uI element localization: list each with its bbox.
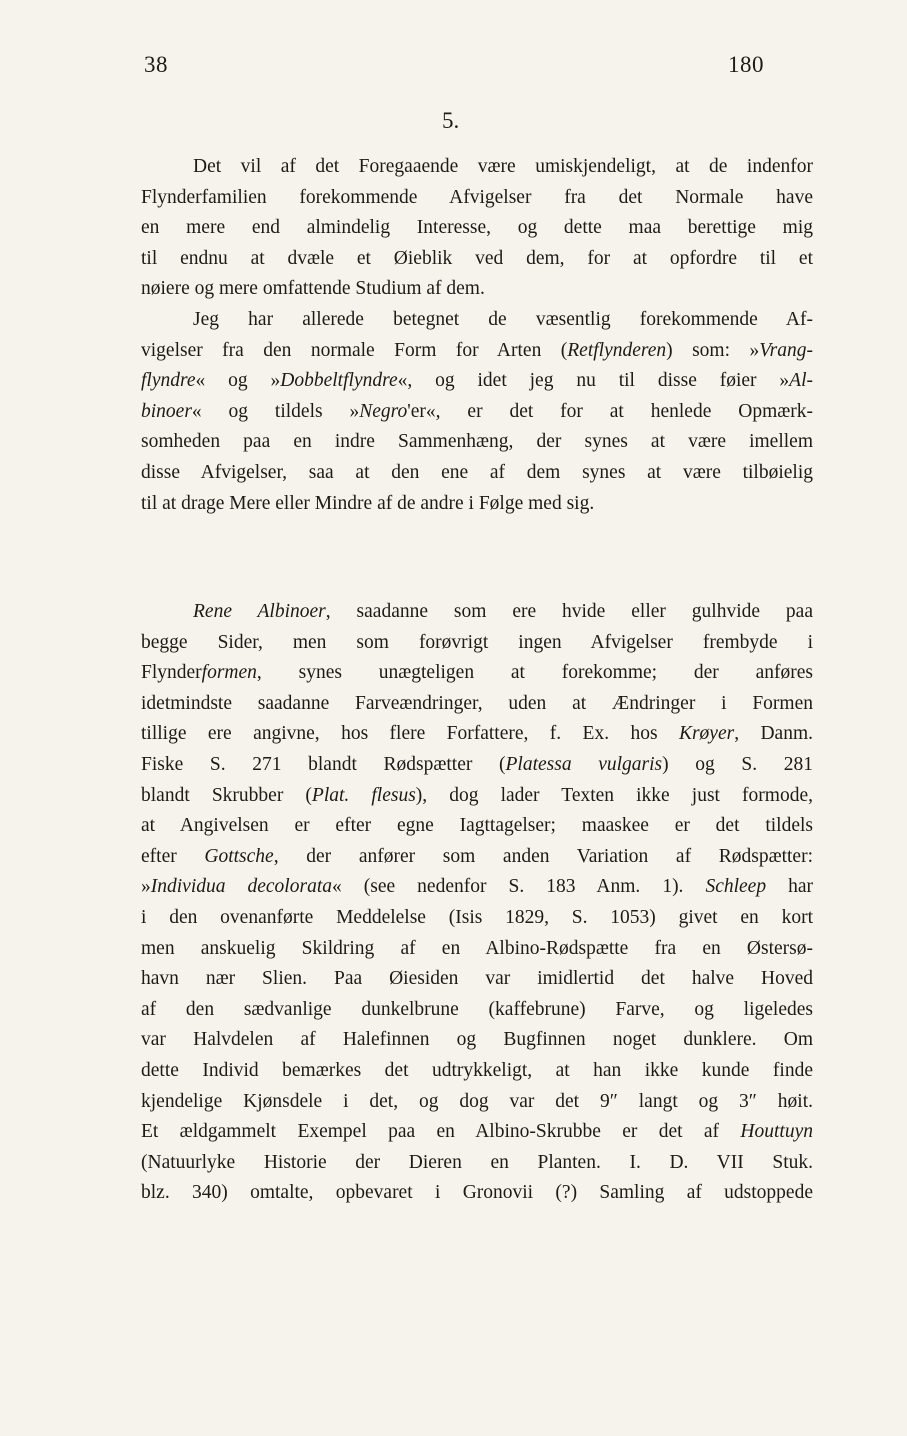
italic-term: Retflynderen (567, 339, 667, 361)
italic-term: Negro (359, 400, 408, 422)
text-line: nøiere og mere omfattende Studium af dem. (141, 278, 485, 300)
text-line: Flynderformen, synes unægteligen at forekomme; der anføres (141, 662, 813, 684)
text-line: til endnu at dvæle et Øieblik ved dem, for at opfordre til et (141, 247, 813, 269)
paragraph-1 (141, 152, 813, 519)
italic-term: Krøyer (678, 723, 735, 745)
text-line: Flynderfamilien forekommende Afvigelser fra det Normale have (141, 186, 813, 208)
text-line: Rene Albinoer, saadanne som ere hvide eller gulhvide paa (193, 601, 813, 622)
text-line: binoer« og tildels »Negro'er«, er det for at henlede Opmærk- (141, 400, 813, 422)
italic-term: Vrang- (759, 339, 814, 361)
text-line: flyndre« og »Dobbeltflyndre«, og idet jeg nu til disse føier »Al- (141, 370, 813, 392)
page-number-right: 180 (728, 52, 764, 77)
italic-term: Gottsche (204, 845, 274, 867)
text-line: tillige ere angivne, hos flere Forfattere, f. Ex. hos Krøyer, Danm. (141, 723, 813, 745)
section-number: 5. (442, 108, 460, 133)
text-line: Et ældgammelt Exempel paa en Albino-Skrubbe er det af Houttuyn (141, 1121, 813, 1143)
text-line: efter Gottsche, der anfører som anden Variation af Rødspætter: (141, 845, 813, 867)
italic-term: Individua decolorata (150, 876, 332, 898)
text-line: en mere end almindelig Interesse, og dette maa berettige mig (141, 217, 813, 239)
text-line: dette Individ bemærkes det udtrykkeligt, at han ikke kunde finde (141, 1059, 813, 1081)
paragraph-2 (141, 597, 813, 1209)
italic-term: Rene Albinoer (193, 601, 326, 622)
text-line: havn nær Slien. Paa Øiesiden var imidlertid det halve Hoved (141, 968, 813, 990)
italic-term: binoer (141, 400, 192, 422)
text-line: i den ovenanførte Meddelelse (Isis 1829, S. 1053) givet en kort (141, 906, 813, 928)
italic-term: Houttuyn (740, 1121, 813, 1143)
text-line: at Angivelsen er efter egne Iagttagelser; maaskee er det tildels (141, 815, 813, 837)
text-line: vigelser fra den normale Form for Arten (Retflynderen) som: »Vrang- (141, 339, 814, 361)
text-line: til at drage Mere eller Mindre af de andre i Følge med sig. (141, 492, 595, 514)
page-number-left: 38 (144, 52, 168, 77)
italic-term: flyndre (141, 370, 196, 392)
text-line: Jeg har allerede betegnet de væsentlig forekommende Af- (193, 308, 813, 330)
text-line: blz. 340) omtalte, opbevaret i Gronovii (?) Samling af udstoppede (141, 1182, 813, 1204)
text-line: var Halvdelen af Halefinnen og Bugfinnen noget dunklere. Om (141, 1029, 813, 1051)
text-line: idetmindste saadanne Farveændringer, uden at Ændringer i Formen (141, 692, 813, 714)
italic-term: Dobbeltflyndre (280, 370, 398, 392)
text-line: kjendelige Kjønsdele i det, og dog var det 9″ langt og 3″ høit. (141, 1090, 813, 1112)
text-line: disse Afvigelser, saa at den ene af dem synes at være tilbøielig (141, 461, 813, 483)
italic-term: Platessa vulgaris (505, 753, 663, 775)
text-line: begge Sider, men som forøvrigt ingen Afvigelser frembyde i (141, 631, 813, 653)
italic-term: Al- (789, 370, 813, 392)
text-line: men anskuelig Skildring af en Albino-Rødspætte fra en Østersø- (141, 937, 813, 959)
text-line: af den sædvanlige dunkelbrune (kaffebrune) Farve, og ligeledes (141, 998, 813, 1020)
italic-term: Plat. flesus (311, 784, 416, 806)
text-line: (Natuurlyke Historie der Dieren en Planten. I. D. VII Stuk. (141, 1151, 813, 1173)
text-line: Det vil af det Foregaaende være umiskjendeligt, at de indenfor (193, 156, 813, 177)
text-line: »Individua decolorata« (see nedenfor S. 183 Anm. 1). Schleep har (141, 876, 814, 898)
italic-term: Schleep (705, 876, 767, 898)
text-line: blandt Skrubber (Plat. flesus), dog lader Texten ikke just formode, (141, 784, 813, 806)
text-line: somheden paa en indre Sammenhæng, der synes at være imellem (141, 431, 813, 453)
text-line: Fiske S. 271 blandt Rødspætter (Platessa vulgaris) og S. 281 (141, 753, 814, 775)
italic-term: formen (201, 662, 257, 684)
